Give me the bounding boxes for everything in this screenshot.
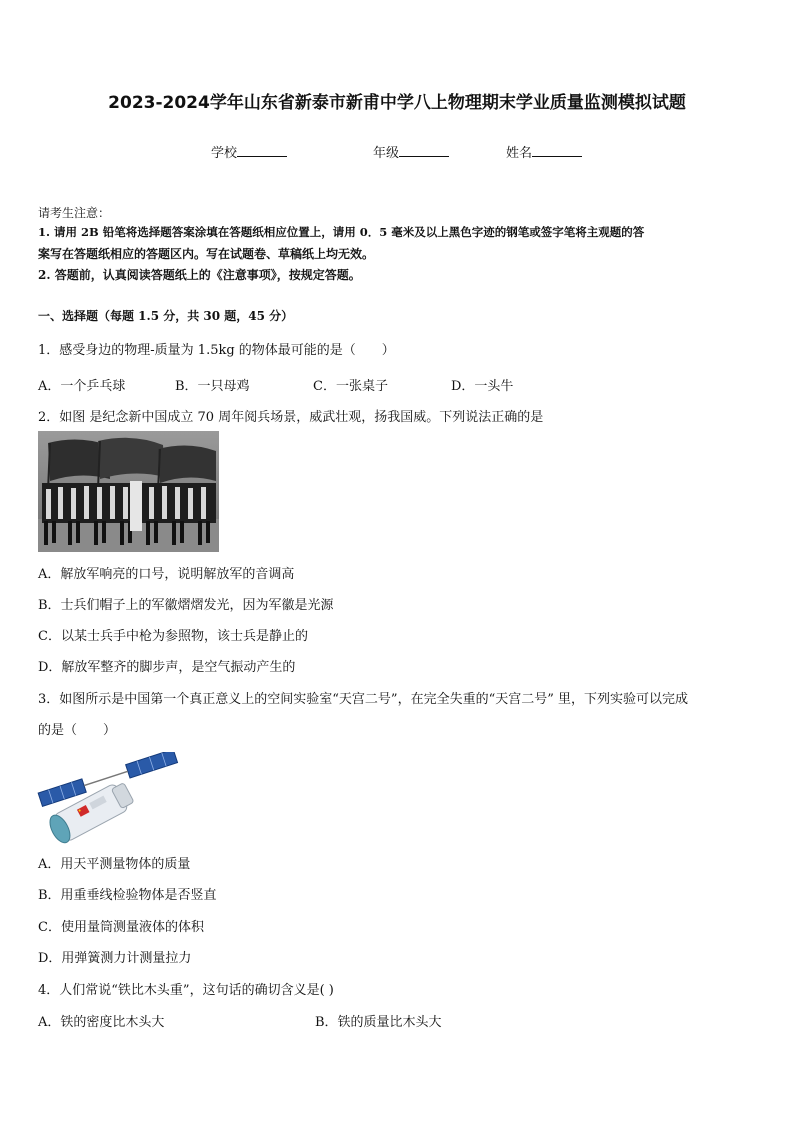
name-blank bbox=[532, 144, 582, 157]
notice-heading: 请考生注意： bbox=[38, 206, 111, 220]
q2-option-a: A．解放军响亮的口号，说明解放军的音调高 bbox=[38, 567, 295, 582]
q1-option-d: D．一头牛 bbox=[451, 379, 514, 394]
grade-blank bbox=[399, 144, 449, 157]
question-3-stem-line2: 的是（ ） bbox=[38, 723, 117, 738]
school-label: 学校 bbox=[211, 146, 238, 161]
notice-item1-line1: 1. 请用 2B 铅笔将选择题答案涂填在答题纸相应位置上，请用 0．5 毫米及以上黑色字迹的钢笔或签字笔将主观题的答 bbox=[38, 225, 645, 239]
parade-photo bbox=[38, 431, 219, 552]
q4-option-b: B．铁的质量比木头大 bbox=[315, 1015, 442, 1030]
notice-item2: 2. 答题前，认真阅读答题纸上的《注意事项》，按规定答题。 bbox=[38, 268, 361, 282]
question-2-stem: 2．如图 是纪念新中国成立 70 周年阅兵场景，威武壮观，扬我国威。下列说法正确的是 bbox=[38, 410, 544, 425]
q3-option-d: D．用弹簧测力计测量拉力 bbox=[38, 951, 192, 966]
name-label: 姓名 bbox=[506, 146, 533, 161]
q2-option-d: D．解放军整齐的脚步声，是空气振动产生的 bbox=[38, 660, 296, 675]
question-3-stem-line1: 3．如图所示是中国第一个真正意义上的空间实验室“天宫二号”，在完全失重的“天宫二号” 里，下列实验可以完成 bbox=[38, 692, 688, 707]
school-blank bbox=[237, 144, 287, 157]
q3-option-b: B．用重垂线检验物体是否竖直 bbox=[38, 888, 217, 903]
section-heading: 一、选择题（每题 1.5 分，共 30 题，45 分） bbox=[38, 309, 294, 323]
space-station-image bbox=[34, 752, 194, 847]
q4-option-a: A．铁的密度比木头大 bbox=[38, 1015, 165, 1030]
q1-option-b: B．一只母鸡 bbox=[175, 379, 250, 394]
page-title: 2023-2024学年山东省新泰市新甫中学八上物理期末学业质量监测模拟试题 bbox=[108, 93, 686, 113]
q3-option-a: A．用天平测量物体的质量 bbox=[38, 857, 191, 872]
grade-label: 年级 bbox=[373, 146, 400, 161]
q2-option-c: C．以某士兵手中枪为参照物，该士兵是静止的 bbox=[38, 629, 308, 644]
notice-item1-line2: 案写在答题纸相应的答题区内。写在试题卷、草稿纸上均无效。 bbox=[38, 247, 375, 261]
name-field bbox=[506, 142, 582, 161]
school-field bbox=[211, 142, 287, 161]
question-4-stem: 4．人们常说“铁比木头重”，这句话的确切含义是( ) bbox=[38, 983, 334, 998]
q1-option-a: A．一个乒乓球 bbox=[38, 379, 126, 394]
q2-option-b: B．士兵们帽子上的军徽熠熠发光，因为军徽是光源 bbox=[38, 598, 334, 613]
q1-option-c: C．一张桌子 bbox=[313, 379, 388, 394]
grade-field bbox=[373, 142, 449, 161]
question-1-stem: 1．感受身边的物理-质量为 1.5kg 的物体最可能的是（ ） bbox=[38, 343, 395, 358]
q3-option-c: C．使用量筒测量液体的体积 bbox=[38, 920, 204, 935]
